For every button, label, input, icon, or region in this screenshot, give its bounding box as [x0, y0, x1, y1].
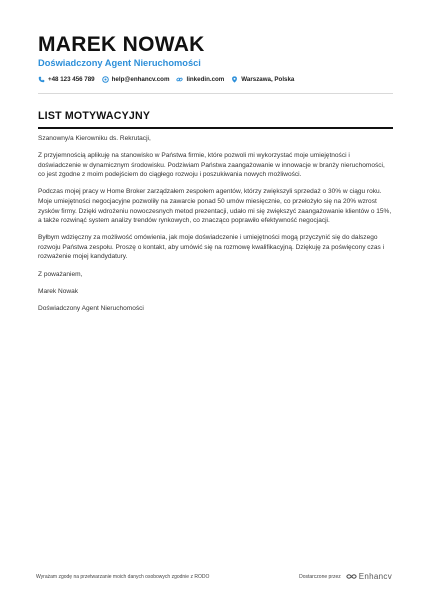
- contact-phone[interactable]: [38, 76, 95, 83]
- heading-underline: [38, 127, 393, 129]
- enhancv-logo-text: Enhancv: [358, 572, 392, 581]
- header-divider: [38, 93, 393, 94]
- applicant-name: MAREK NOWAK: [38, 33, 205, 56]
- provided-by-label: Dostarczone przez: [299, 573, 341, 580]
- signature-name: Marek Nowak: [38, 287, 79, 295]
- contact-location-text: Warszawa, Polska: [241, 76, 295, 83]
- contact-email-text: help@enhancv.com: [111, 76, 170, 83]
- link-icon: [176, 76, 183, 83]
- at-icon: [102, 76, 109, 83]
- letter-heading: LIST MOTYWACYJNY: [38, 110, 151, 122]
- salutation: Szanowny/a Kierowniku ds. Rekrutacji,: [38, 135, 151, 142]
- signature-title: Doświadczony Agent Nieruchomości: [38, 304, 144, 312]
- phone-icon: [38, 76, 45, 83]
- contact-email[interactable]: [102, 76, 170, 83]
- enhancv-logo-icon: [346, 573, 357, 580]
- contact-location: [231, 76, 294, 83]
- paragraph-experience: Podczas mojej pracy w Home Broker zarządzałem zespołem agentów, którzy zwiększyli sprzedaż o 30% w ciągu roku. Moje umiejętności negocjacyjne pozwoliły na zawarcie ponad 50 umów miesięcznie, co przełożyło się na 20% wzrost zysków firmy. Dzięki wdrożeniu nowoczesnych metod prezentacji, udało mi się zwiększyć zaangażowanie klientów o 15%, a także rozwinąć system analizy trendów rynkowych, co znacząco poprawiło efektywność negocjacji.: [38, 188, 392, 225]
- enhancv-logo[interactable]: [346, 572, 392, 581]
- closing-phrase: Z poważaniem,: [38, 270, 83, 278]
- letter-body: [38, 134, 393, 321]
- paragraph-intro: Z przyjemnością aplikuję na stanowisko w Państwa firmie, które pozwoli mi wykorzystać moje umiejętności i doświadczenie w dynamicznym środowisku. Podziwiam Państwa zaangażowanie w innowacje w branży nieruchomości, co jest zgodne z moim podejściem do ciągłego rozwoju i poszukiwania nowych możliwości.: [38, 152, 385, 179]
- contact-linkedin[interactable]: [176, 76, 224, 83]
- location-pin-icon: [231, 76, 238, 83]
- contact-phone-text: +48 123 456 789: [48, 76, 95, 83]
- footer-branding: [299, 572, 392, 581]
- gdpr-consent: Wyrażam zgodę na przetwarzanie moich danych osobowych zgodnie z RODO: [36, 574, 210, 580]
- contact-bar: [38, 76, 294, 83]
- applicant-role: Doświadczony Agent Nieruchomości: [38, 58, 201, 68]
- paragraph-closing: Byłbym wdzięczny za możliwość omówienia, jak moje doświadczenie i umiejętności mogą przyczynić się do dalszego rozwoju Państwa zespołu. Proszę o kontakt, aby umówić się na rozmowę kwalifikacyjną. Dziękuję za poświęcony czas i rozważenie mojej kandydatury.: [38, 234, 385, 261]
- contact-linkedin-text: linkedin.com: [186, 76, 225, 83]
